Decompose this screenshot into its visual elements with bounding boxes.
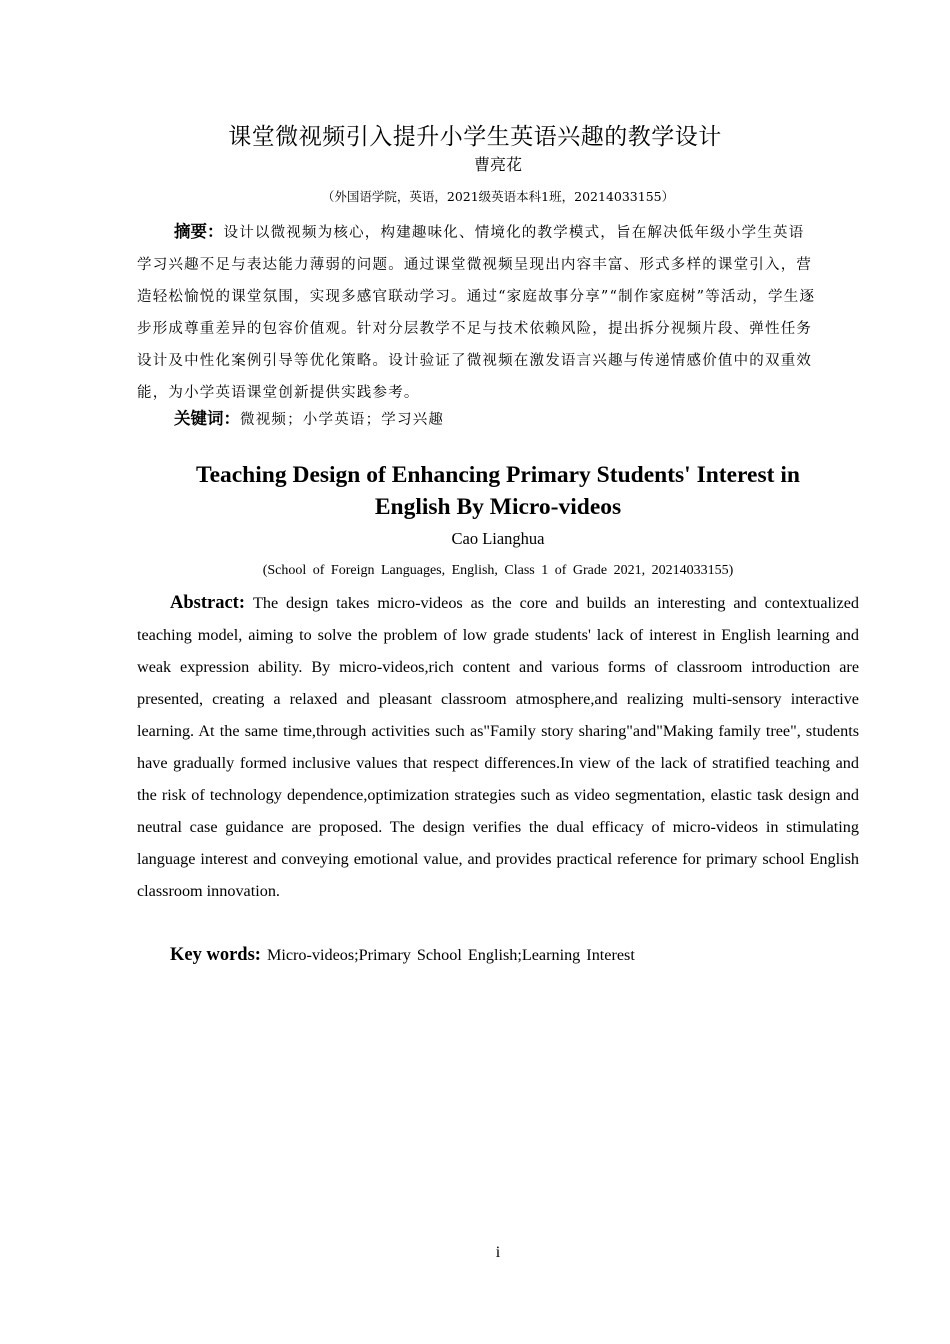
- english-keywords-label: Key words:: [170, 945, 261, 965]
- english-title: Teaching Design of Enhancing Primary Students' Interest in English By Micro-videos: [196, 462, 800, 520]
- chinese-abstract-text: 设计以微视频为核心，构建趣味化、情境化的教学模式，旨在解决低年级小学生英语学习兴趣不足与表达能力薄弱的问题。通过课堂微视频呈现出内容丰富、形式多样的课堂引入，营造轻松愉悦的课堂氛围，实现多感官联动学习。通过“家庭故事分享”“制作家庭树”等活动，学生逐步形成尊重差异的包容价值观。针对分层教学不足与技术依赖风险，提出拆分视频片段、弹性任务设计及中性化案例引导等优化策略。设计验证了微视频在激发语言兴趣与传递情感价值中的双重效能，为小学英语课堂创新提供实践参考。: [137, 225, 816, 401]
- english-keywords: [170, 939, 635, 971]
- chinese-author: 曹亮花: [473, 155, 522, 174]
- english-author: Cao Lianghua: [451, 529, 545, 548]
- english-abstract: [137, 587, 859, 907]
- english-keywords-text: Micro-videos;Primary School English;Learning Interest: [266, 946, 635, 964]
- chinese-title: 课堂微视频引入提升小学生英语兴趣的教学设计: [228, 124, 722, 150]
- chinese-keywords-label: 关键词：: [174, 409, 240, 428]
- chinese-affiliation: （外国语学院，英语，2021级英语本科1班，20214033155）: [321, 189, 675, 204]
- page-number: i: [495, 1244, 501, 1261]
- chinese-keywords-text: 微视频；小学英语；学习兴趣: [240, 412, 445, 428]
- english-affiliation: (School of Foreign Languages, English, Class 1 of Grade 2021, 20214033155): [262, 563, 734, 578]
- chinese-abstract: [137, 216, 817, 409]
- chinese-keywords: [174, 403, 444, 436]
- english-abstract-text: The design takes micro-videos as the core and builds an interesting and contextualized teaching model, aiming to solve the problem of low grade students' lack of interest in English learning and weak expression ability. By micro-videos,rich content and various forms of classroom introduction are presented, creating a relaxed and pleasant classroom atmosphere,and realizing multi-sensory interactive learning. At the same time,through activities such as"Family story sharing"and"Making family tree", students have gradually formed inclusive values that respect differences.In view of the lack of stratified teaching and the risk of technology dependence,optimization strategies such as video segmentation, elastic task design and neutral case guidance are proposed. The design verifies the dual efficacy of micro-videos in stimulating language interest and conveying emotional value, and provides practical reference for primary school English classroom innovation.: [137, 594, 859, 900]
- chinese-abstract-label: 摘要：: [174, 222, 224, 241]
- english-abstract-label: Abstract:: [170, 593, 246, 613]
